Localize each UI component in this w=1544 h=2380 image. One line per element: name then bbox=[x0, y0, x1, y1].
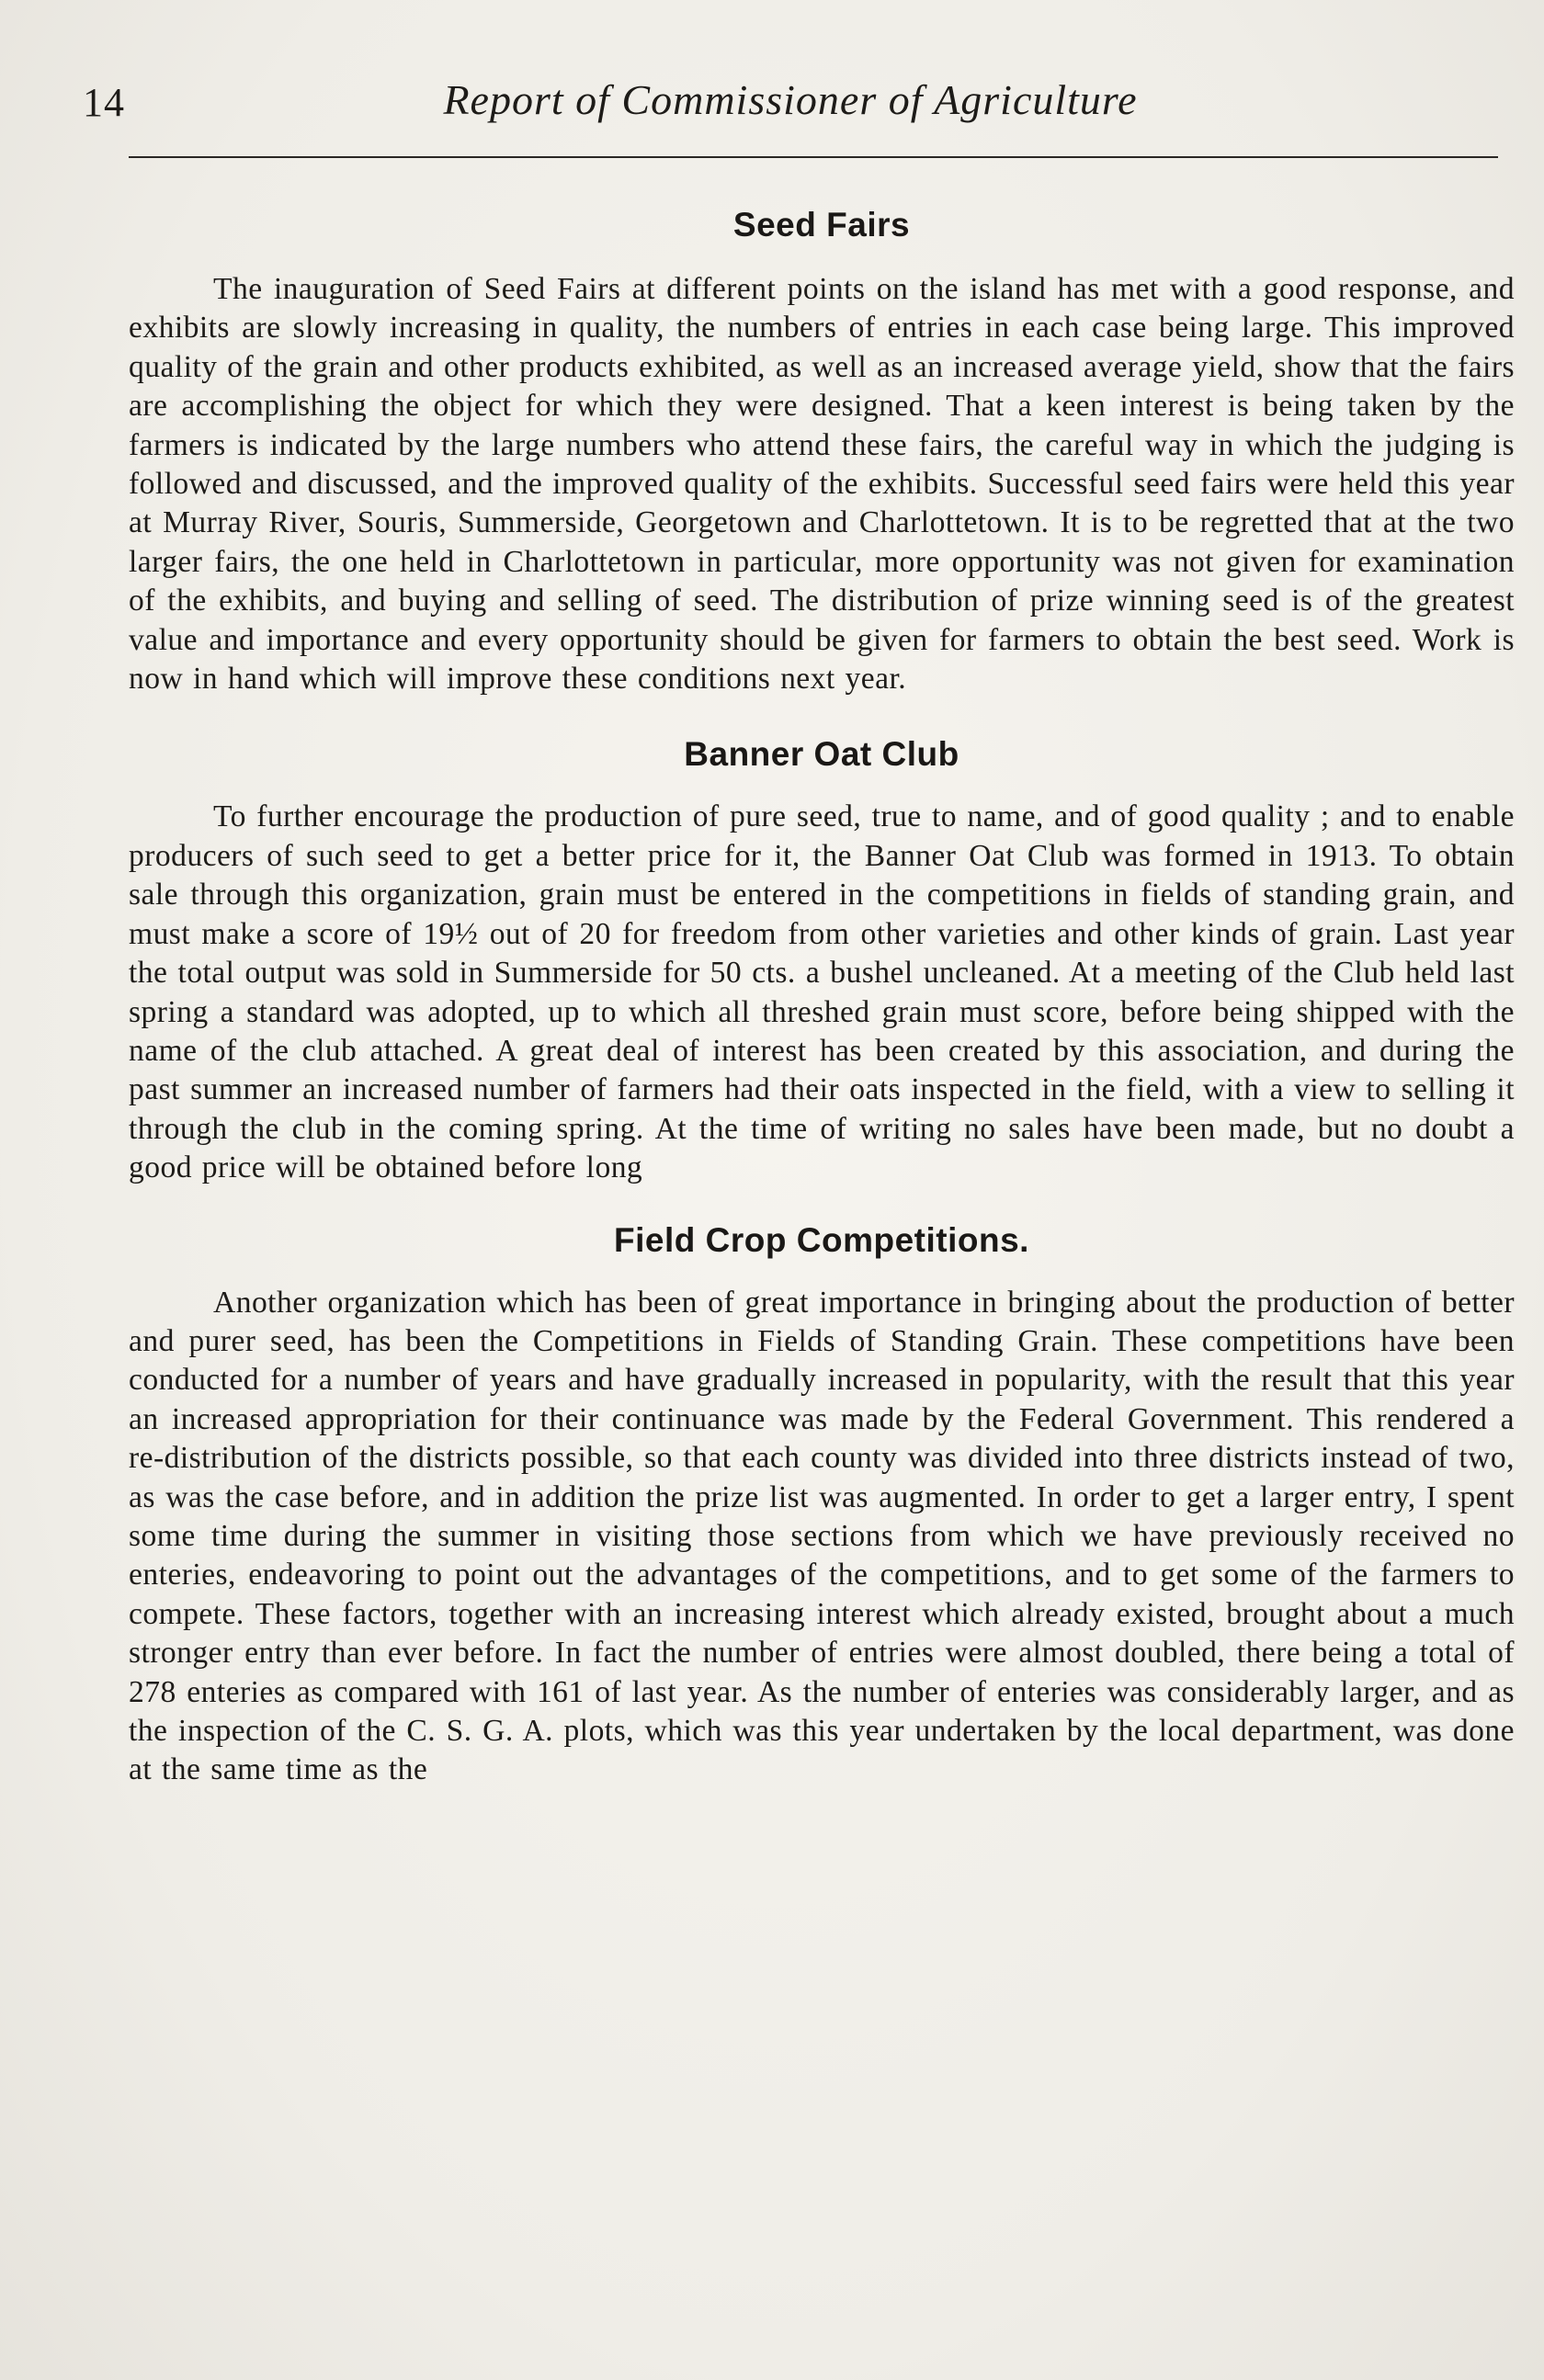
section-heading: Banner Oat Club bbox=[684, 735, 959, 774]
section-field-crop-competitions bbox=[129, 1221, 1515, 1790]
section-paragraph: The inauguration of Seed Fairs at different points on the island has met with a good response, and exhibits are slowly increasing in quality, the numbers of entries in each case being large. This improved quality of the grain and other products exhibited, as well as an increased average yield, show that the fairs are accomplishing the object for which they were designed. That a keen interest is being taken by the farmers is indicated by the large numbers who attend these fairs, the careful way in which the judging is followed and discussed, and the improved quality of the exhibits. Successful seed fairs were held this year at Murray River, Souris, Summerside, Georgetown and Charlottetown. It is to be regretted that at the two larger fairs, the one held in Charlottetown in particular, more opportunity was not given for examination of the exhibits, and buying and selling of seed. The distribution of prize winning seed is of the greatest value and importance and every opportunity should be given for farmers to obtain the best seed. Work is now in hand which will improve these conditions next year. bbox=[129, 272, 1515, 697]
page-header bbox=[83, 72, 1498, 127]
section-paragraph: To further encourage the production of pure seed, true to name, and of good quality ; and to enable producers of such seed to get a better price for it, the Banner Oat Club was formed in 1913. To obtain sale through this organization, grain must be entered in the competitions in fields of standing grain, and must make a score of 19½ out of 20 for freedom from other varieties and other kinds of grain. Last year the total output was sold in Summerside for 50 cts. a bushel uncleaned. At a meeting of the Club held last spring a standard was adopted, up to which all threshed grain must score, before being shipped with the name of the club attached. A great deal of interest has been created by this association, and during the past summer an increased number of farmers had their oats inspected in the field, with a view to selling it through the club in the coming spring. At the time of writing no sales have been made, but no doubt a good price will be obtained before long bbox=[129, 799, 1515, 1185]
page-body bbox=[129, 193, 1515, 1790]
running-title: Report of Commissioner of Agriculture bbox=[443, 76, 1138, 123]
section-paragraph: Another organization which has been of great importance in bringing about the production of better and purer seed, has been the Competitions in Fields of Standing Grain. These competitions have been conducted for a number of years and have gradually increased in popularity, with the result that this year an increased appropriation for their continuance was made by the Federal Government. This rendered a re-distribution of the districts possible, so that each county was divided into three districts instead of two, as was the case before, and in addition the prize list was augmented. In order to get a larger entry, I spent some time during the summer in visiting those sections from which we have previously received no enteries, endeavoring to point out the advantages of the competitions, and to get some of the farmers to compete. These factors, together with an increasing interest which already existed, brought about a much stronger entry than ever before. In fact the number of entries were almost doubled, there being a total of 278 enteries as compared with 161 of last year. As the number of enteries was considerably larger, and as the inspection of the C. S. G. A. plots, which was this year undertaken by the local department, was done at the same time as the bbox=[129, 1285, 1515, 1787]
section-banner-oat-club bbox=[129, 735, 1515, 1187]
page-number: 14 bbox=[83, 80, 125, 125]
section-heading: Seed Fairs bbox=[732, 206, 911, 244]
section-heading: Field Crop Competitions. bbox=[614, 1220, 1029, 1259]
section-seed-fairs bbox=[129, 206, 1515, 698]
header-rule bbox=[129, 156, 1498, 158]
